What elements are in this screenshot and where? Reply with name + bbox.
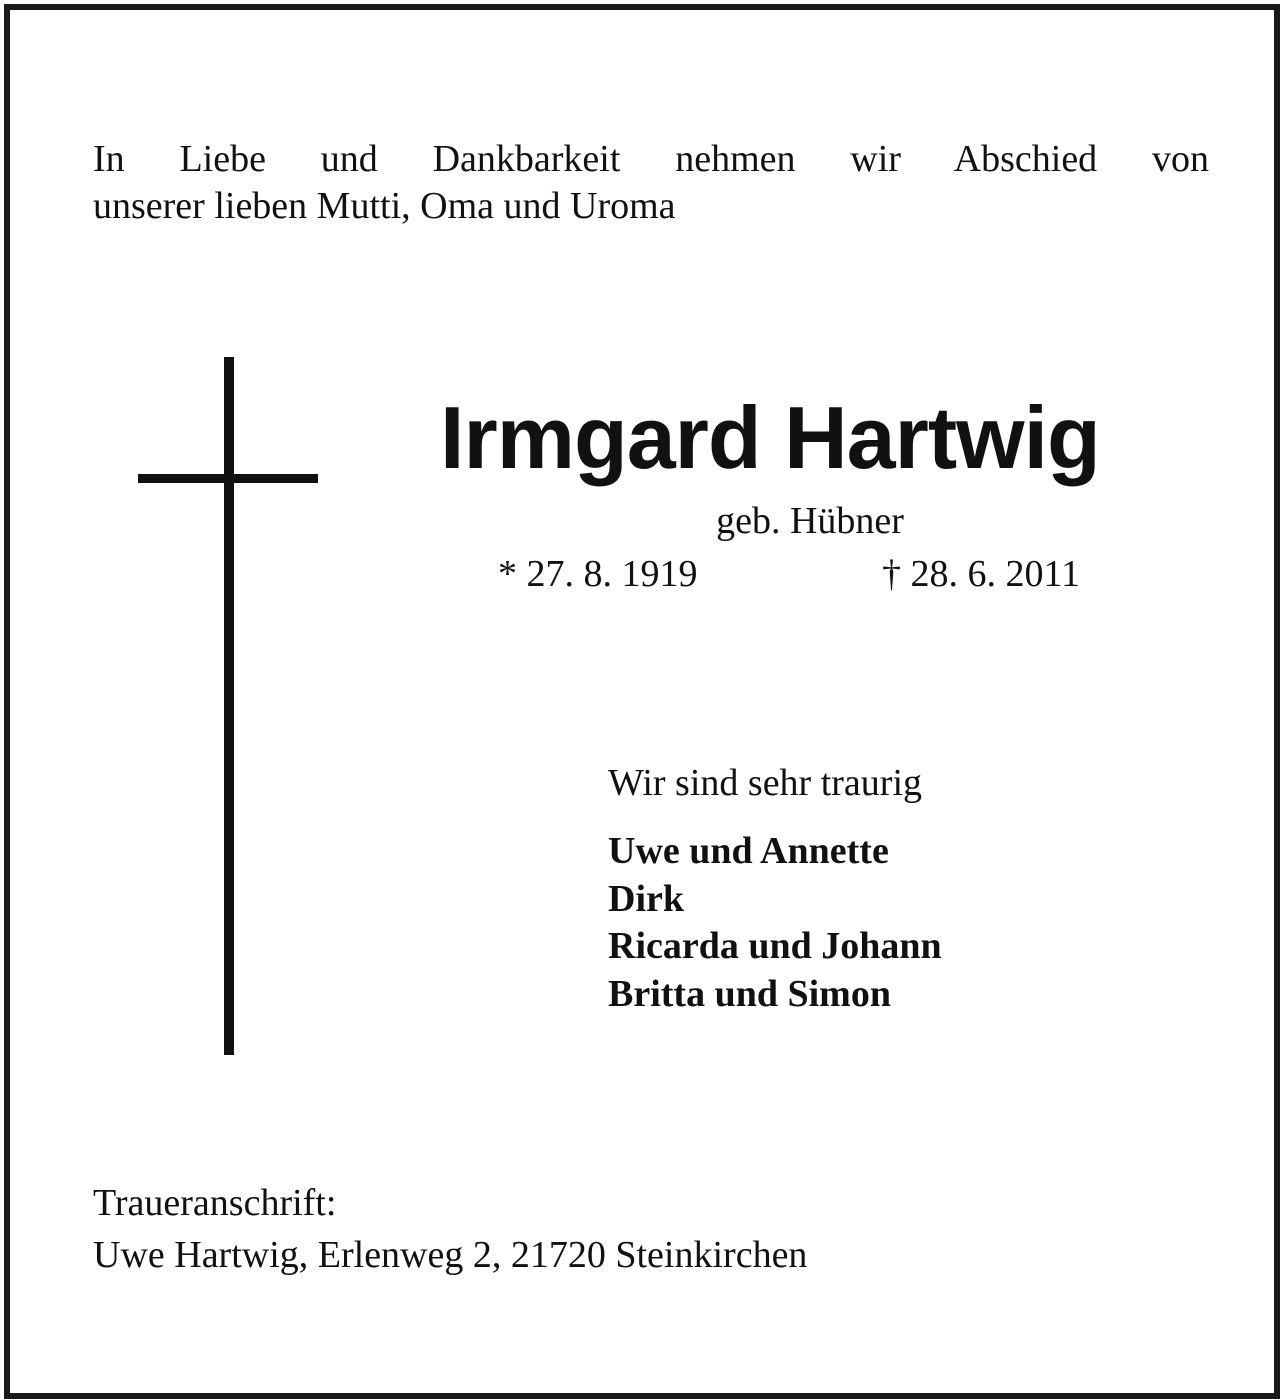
intro-text <box>93 136 1209 230</box>
mourner-list <box>608 828 942 1018</box>
condolence-address: Uwe Hartwig, Erlenweg 2, 21720 Steinkirchen <box>93 1234 808 1276</box>
cross-horizontal-bar <box>138 474 318 483</box>
intro-line-2: unserer lieben Mutti, Oma und Uroma <box>93 185 676 227</box>
maiden-name: geb. Hübner <box>716 500 904 542</box>
cross-icon <box>138 357 318 1055</box>
deceased-name: Irmgard Hartwig <box>440 388 1100 487</box>
birth-date: * 27. 8. 1919 <box>498 553 698 595</box>
obituary-notice <box>4 4 1280 1399</box>
intro-line-1: In Liebe und Dankbarkeit nehmen wir Abschied von <box>93 138 1209 180</box>
cross-vertical-bar <box>224 357 234 1055</box>
mourning-statement: Wir sind sehr traurig <box>608 762 923 804</box>
mourner-name: Dirk <box>608 877 684 920</box>
death-date: † 28. 6. 2011 <box>882 553 1081 595</box>
mourner-name: Ricarda und Johann <box>608 925 942 967</box>
condolence-address-label: Traueranschrift: <box>93 1182 337 1224</box>
mourner-name: Uwe und Annette <box>608 830 889 872</box>
mourner-name: Britta und Simon <box>608 972 891 1015</box>
